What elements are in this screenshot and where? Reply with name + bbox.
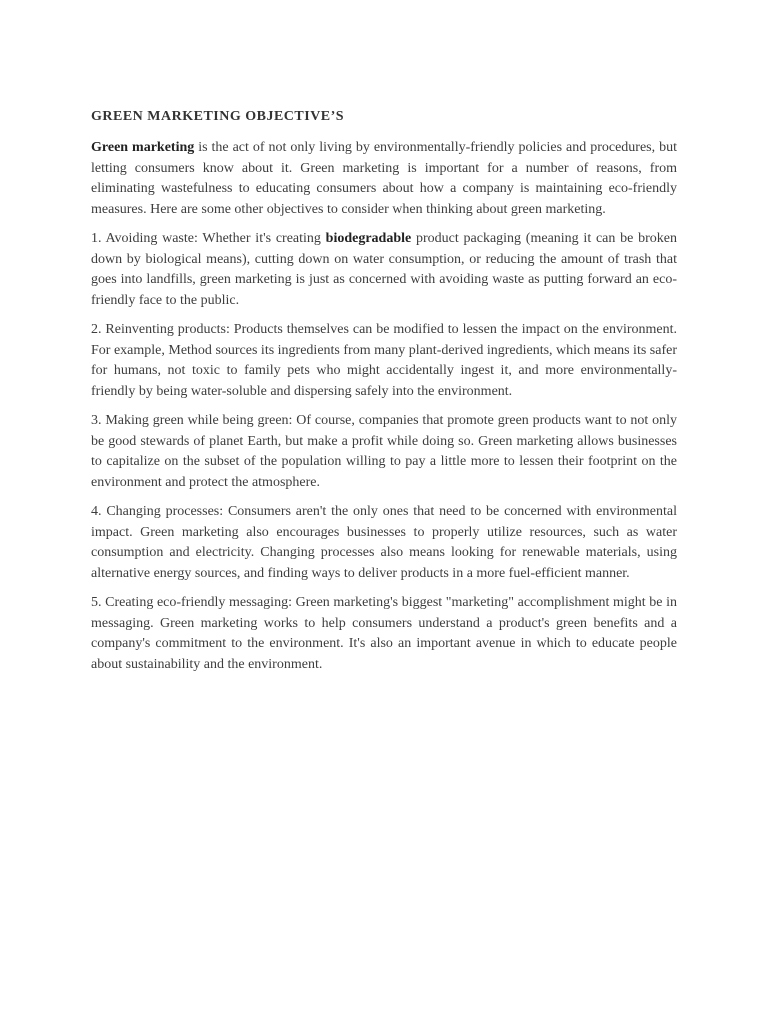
objective-item-2: 2. Reinventing products: Products themselves can be modified to lessen the impact on the environment. For example, Method sources its ingredients from many plant-derived ingredients, which means its safer for humans, not toxic to family pets who might accidentally ingest it, and more environmentally-friendly by being water-soluble and dispersing safely into the environment.	[91, 322, 677, 399]
objective-item-1-bold: biodegradable	[325, 231, 412, 246]
document-page	[91, 107, 677, 684]
objective-item-5: 5. Creating eco-friendly messaging: Green marketing's biggest "marketing" accomplishment might be in messaging. Green marketing works to help consumers understand a product's green benefits and a company's commitment to the environment. It's also an important avenue in which to educate people about sustainability and the environment.	[91, 595, 677, 672]
objective-item-3: 3. Making green while being green: Of course, companies that promote green products want to not only be good stewards of planet Earth, but make a profit while doing so. Green marketing allows businesses to capitalize on the subset of the population willing to pay a little more to lessen their footprint on the environment and protect the atmosphere.	[91, 413, 677, 490]
intro-term: Green marketing	[91, 140, 195, 155]
objective-item-1-after: product packaging (meaning it can be broken down by biological means), cutting down on water consumption, or reducing the amount of trash that goes into landfills, green marketing is just as concerned with avoiding waste as putting forward an eco-friendly face to the public.	[91, 231, 677, 308]
intro-paragraph	[91, 138, 677, 220]
objective-item-4: 4. Changing processes: Consumers aren't the only ones that need to be concerned with environmental impact. Green marketing also encourages businesses to properly utilize resources, such as water consumption and electricity. Changing processes also means looking for renewable materials, using alternative energy sources, and finding ways to deliver products in a more fuel-efficient manner.	[91, 504, 677, 581]
objective-item-1-before: 1. Avoiding waste: Whether it's creating	[91, 231, 326, 246]
objective-item-1	[91, 229, 677, 311]
document-heading: GREEN MARKETING OBJECTIVE’S	[91, 109, 345, 124]
intro-text: is the act of not only living by environmentally-friendly policies and procedures, but letting consumers know about it. Green marketing is important for a number of reasons, from eliminating wastefulness to educating consumers about how a company is maintaining eco-friendly measures. Here are some other objectives to consider when thinking about green marketing.	[91, 140, 677, 217]
